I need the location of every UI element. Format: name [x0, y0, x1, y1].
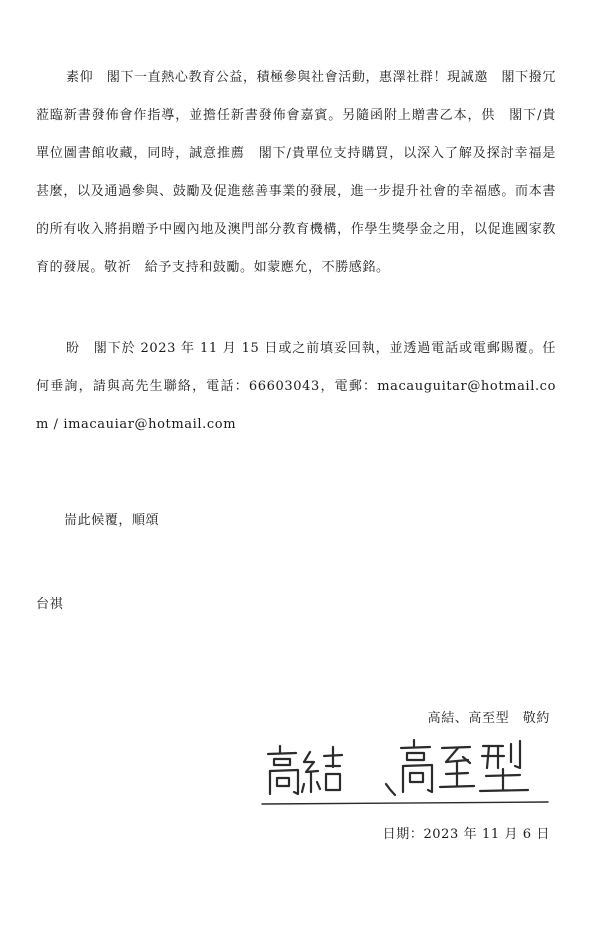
letter-paragraph-invitation: 素仰 閣下一直熱心教育公益，積極參與社會活動，惠澤社群！現誠邀 閣下撥冗蒞臨新書發佈會作指導，並擔任新書發佈會嘉賓。另隨函附上贈書乙本，供 閣下/貴單位圖書館收藏，同時，誠意推薦 閣下/貴單位支持購買，以深入了解及探討幸福是甚麼，以及通過參與、鼓勵及促進慈善事業的發展，進一步提升社會的幸福感。而本書的所有收入將捐贈予中國內地及澳門部分教育機構，作學生獎學金之用，以促進國家教育的發展。敬祈 給予支持和鼓勵。如蒙應允，不勝感銘。 — [36, 70, 556, 275]
letter-sender: 高結、高至型 敬約 — [427, 711, 550, 726]
letter-salutation: 台祺 — [36, 597, 64, 612]
letter-paragraph-reply-request: 盼 閣下於 2023 年 11 月 15 日或之前填妥回執，並透過電話或電郵賜覆。任何垂詢，請與高先生聯絡，電話：66603043，電郵：macauguitar@hotmail.com / imacauiar@hotmail.com — [36, 341, 556, 432]
letter-closing: 耑此候覆，順頌 — [64, 513, 160, 528]
handwritten-signature — [258, 736, 554, 810]
letter-date: 日期：2023 年 11 月 6 日 — [382, 827, 550, 842]
